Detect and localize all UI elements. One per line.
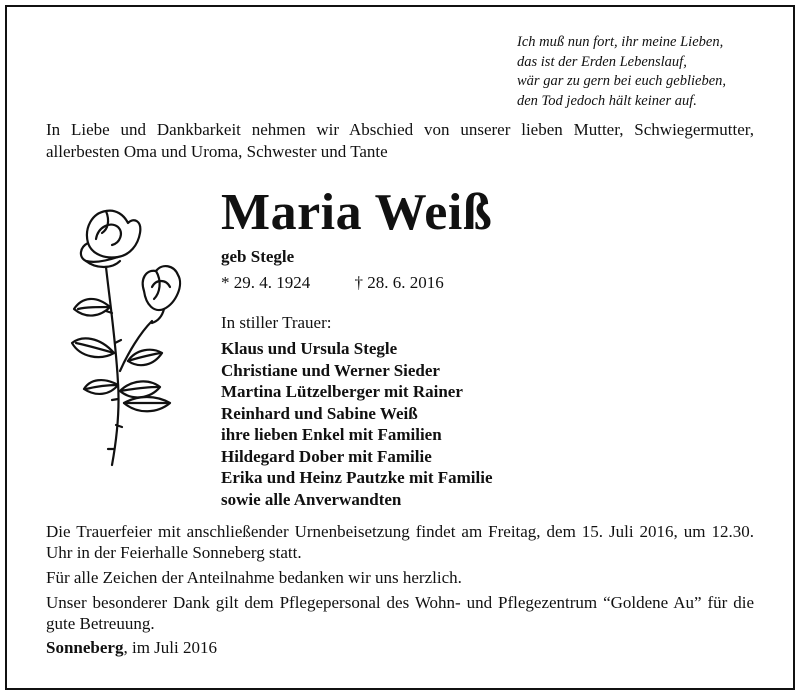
mourner: Christiane und Werner Sieder (221, 360, 440, 380)
poem-line: den Tod jedoch hält keiner auf. (517, 92, 697, 109)
mourner: Martina Lützelberger mit Rainer (221, 382, 463, 401)
poem-line: wär gar zu gern bei euch geblieben, (517, 73, 727, 89)
signoff (46, 638, 217, 658)
birth-date: * 29. 4. 1924 (221, 273, 311, 292)
birth-name: geb Stegle (221, 247, 295, 266)
signoff-place: Sonneberg (46, 638, 124, 657)
mourning-label: In stiller Trauer: (221, 313, 332, 332)
deceased-name: Maria Weiß (221, 184, 493, 241)
signoff-date: , im Juli 2016 (123, 638, 217, 657)
mourner: Reinhard und Sabine Weiß (221, 403, 418, 423)
mourner: ihre lieben Enkel mit Familien (221, 425, 442, 444)
death-date: † 28. 6. 2016 (354, 273, 444, 292)
mourners-list (221, 338, 493, 510)
thanks-paragraph: Für alle Zeichen der Anteilnahme bedanken wir uns herzlich. (46, 568, 462, 587)
rose-illustration (66, 203, 186, 473)
life-dates (221, 273, 444, 293)
mourner: Hildegard Dober mit Familie (221, 446, 432, 466)
notice-body (46, 521, 754, 638)
mourner: Klaus und Ursula Stegle (221, 339, 398, 358)
poem-line: Ich muß nun fort, ihr meine Lieben, (517, 34, 724, 50)
ceremony-paragraph: Die Trauerfeier mit anschließender Urnenbeisetzung findet am Freitag, dem 15. Juli 2016, um 12.30. Uhr in der Feierhalle Sonneberg statt. (46, 522, 754, 562)
special-thanks-paragraph: Unser besonderer Dank gilt dem Pflegepersonal des Wohn- und Pflegezentrum “Goldene Au” für die gute Betreuung. (46, 593, 754, 633)
poem (517, 33, 726, 111)
poem-line: das ist der Erden Lebenslauf, (517, 53, 687, 70)
intro-text: In Liebe und Dankbarkeit nehmen wir Abschied von unserer lieben Mutter, Schwiegermutter, allerbesten Oma und Uroma, Schwester und Tante (46, 120, 754, 161)
mourner: sowie alle Anverwandten (221, 489, 402, 509)
mourner: Erika und Heinz Pautzke mit Familie (221, 468, 493, 487)
